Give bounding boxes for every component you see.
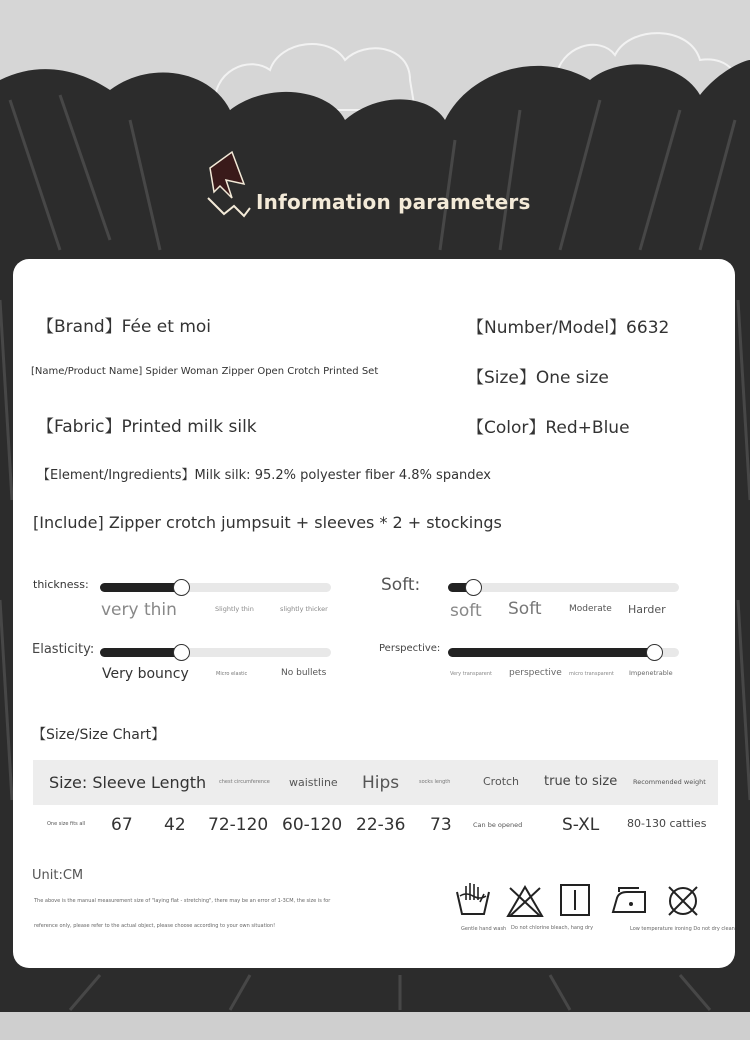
size-label: 【Size】One size — [467, 368, 609, 388]
size-chart-header: Hips — [362, 773, 400, 793]
include-label: [Include] Zipper crotch jumpsuit + sleeves * 2 + stockings — [33, 513, 502, 532]
size-chart-cell: 60-120 — [282, 815, 343, 835]
size-chart-header: Size: Sleeve Length — [49, 773, 207, 792]
soft-option: soft — [450, 601, 482, 621]
perspective-slider-fill — [448, 648, 654, 657]
elasticity-label: Elasticity: — [32, 642, 95, 657]
soft-option: Soft — [508, 599, 542, 619]
size-chart-header: socks length — [419, 779, 451, 785]
page-title: Information parameters — [256, 190, 531, 214]
thickness-slider — [100, 583, 331, 592]
thickness-option: Slightly thin — [215, 605, 254, 613]
size-chart-cell: 80-130 catties — [627, 817, 707, 830]
lightning-logo-icon — [204, 146, 256, 218]
model-label: 【Number/Model】6632 — [467, 318, 670, 338]
care-label: Low temperature ironing Do not dry clean — [630, 926, 735, 932]
perspective-option: perspective — [509, 668, 562, 678]
size-chart-header: waistline — [289, 776, 338, 789]
elasticity-slider-fill — [100, 648, 181, 657]
soft-option: Moderate — [569, 604, 612, 614]
unit-label: Unit:CM — [32, 868, 84, 883]
measurement-note: The above is the manual measurement size of "laying flat - stretching", there may be an error of 1-3CM, the size is for — [34, 898, 331, 904]
size-chart-header: Recommended weight — [633, 778, 706, 786]
product-name-label: [Name/Product Name] Spider Woman Zipper Open Crotch Printed Set — [31, 366, 379, 377]
fabric-label: 【Fabric】Printed milk silk — [37, 417, 257, 437]
info-card — [13, 259, 735, 968]
thickness-option: very thin — [101, 600, 177, 620]
thickness-label: thickness: — [33, 578, 89, 591]
header — [0, 140, 750, 240]
perspective-option: Impenetrable — [629, 669, 673, 677]
elasticity-option: Micro elastic — [216, 671, 248, 677]
care-label: Gentle hand wash — [461, 926, 507, 932]
perspective-option: micro transparent — [569, 671, 614, 677]
soft-slider — [448, 583, 679, 592]
no-dry-clean-icon — [666, 884, 700, 918]
elasticity-slider — [100, 648, 331, 657]
thickness-slider-knob — [173, 579, 190, 596]
elasticity-option: Very bouncy — [102, 666, 189, 682]
size-chart-cell: S-XL — [562, 815, 600, 835]
perspective-slider-knob — [646, 644, 663, 661]
soft-slider-knob — [465, 579, 482, 596]
size-chart-header: Crotch — [483, 775, 520, 788]
size-chart-cell: One size fits all — [47, 821, 86, 827]
perspective-option: Very transparent — [450, 671, 492, 677]
thickness-slider-fill — [100, 583, 181, 592]
size-chart-cell: Can be opened — [473, 821, 523, 829]
size-chart-cell: 67 — [111, 815, 133, 835]
low-iron-icon — [609, 886, 649, 916]
size-chart-cell: 72-120 — [208, 815, 269, 835]
perspective-label: Perspective: — [379, 643, 441, 654]
brand-label: 【Brand】Fée et moi — [37, 317, 212, 337]
color-label: 【Color】Red+Blue — [467, 418, 630, 438]
care-label: Do not chlorine bleach, hang dry — [511, 925, 594, 931]
bottom-strip — [0, 1012, 750, 1040]
soft-label: Soft: — [381, 575, 421, 595]
size-chart-cell: 22-36 — [356, 815, 406, 835]
no-bleach-icon — [506, 884, 544, 918]
hand-wash-icon — [454, 880, 492, 918]
hang-dry-icon — [560, 884, 590, 916]
perspective-slider — [448, 648, 679, 657]
soft-option: Harder — [628, 603, 666, 616]
elasticity-option: No bullets — [281, 668, 327, 678]
ingredients-label: 【Element/Ingredients】Milk silk: 95.2% polyester fiber 4.8% spandex — [37, 468, 491, 483]
size-chart-cell: 73 — [430, 815, 452, 835]
thickness-option: slightly thicker — [280, 605, 328, 613]
size-chart-title: 【Size/Size Chart】 — [32, 727, 166, 743]
elasticity-slider-knob — [173, 644, 190, 661]
size-chart-header: chest circumference — [219, 779, 270, 785]
measurement-note: reference only, please refer to the actual object, please choose according to your own situation! — [34, 923, 276, 929]
size-chart-header: true to size — [544, 774, 618, 789]
size-chart-cell: 42 — [164, 815, 186, 835]
